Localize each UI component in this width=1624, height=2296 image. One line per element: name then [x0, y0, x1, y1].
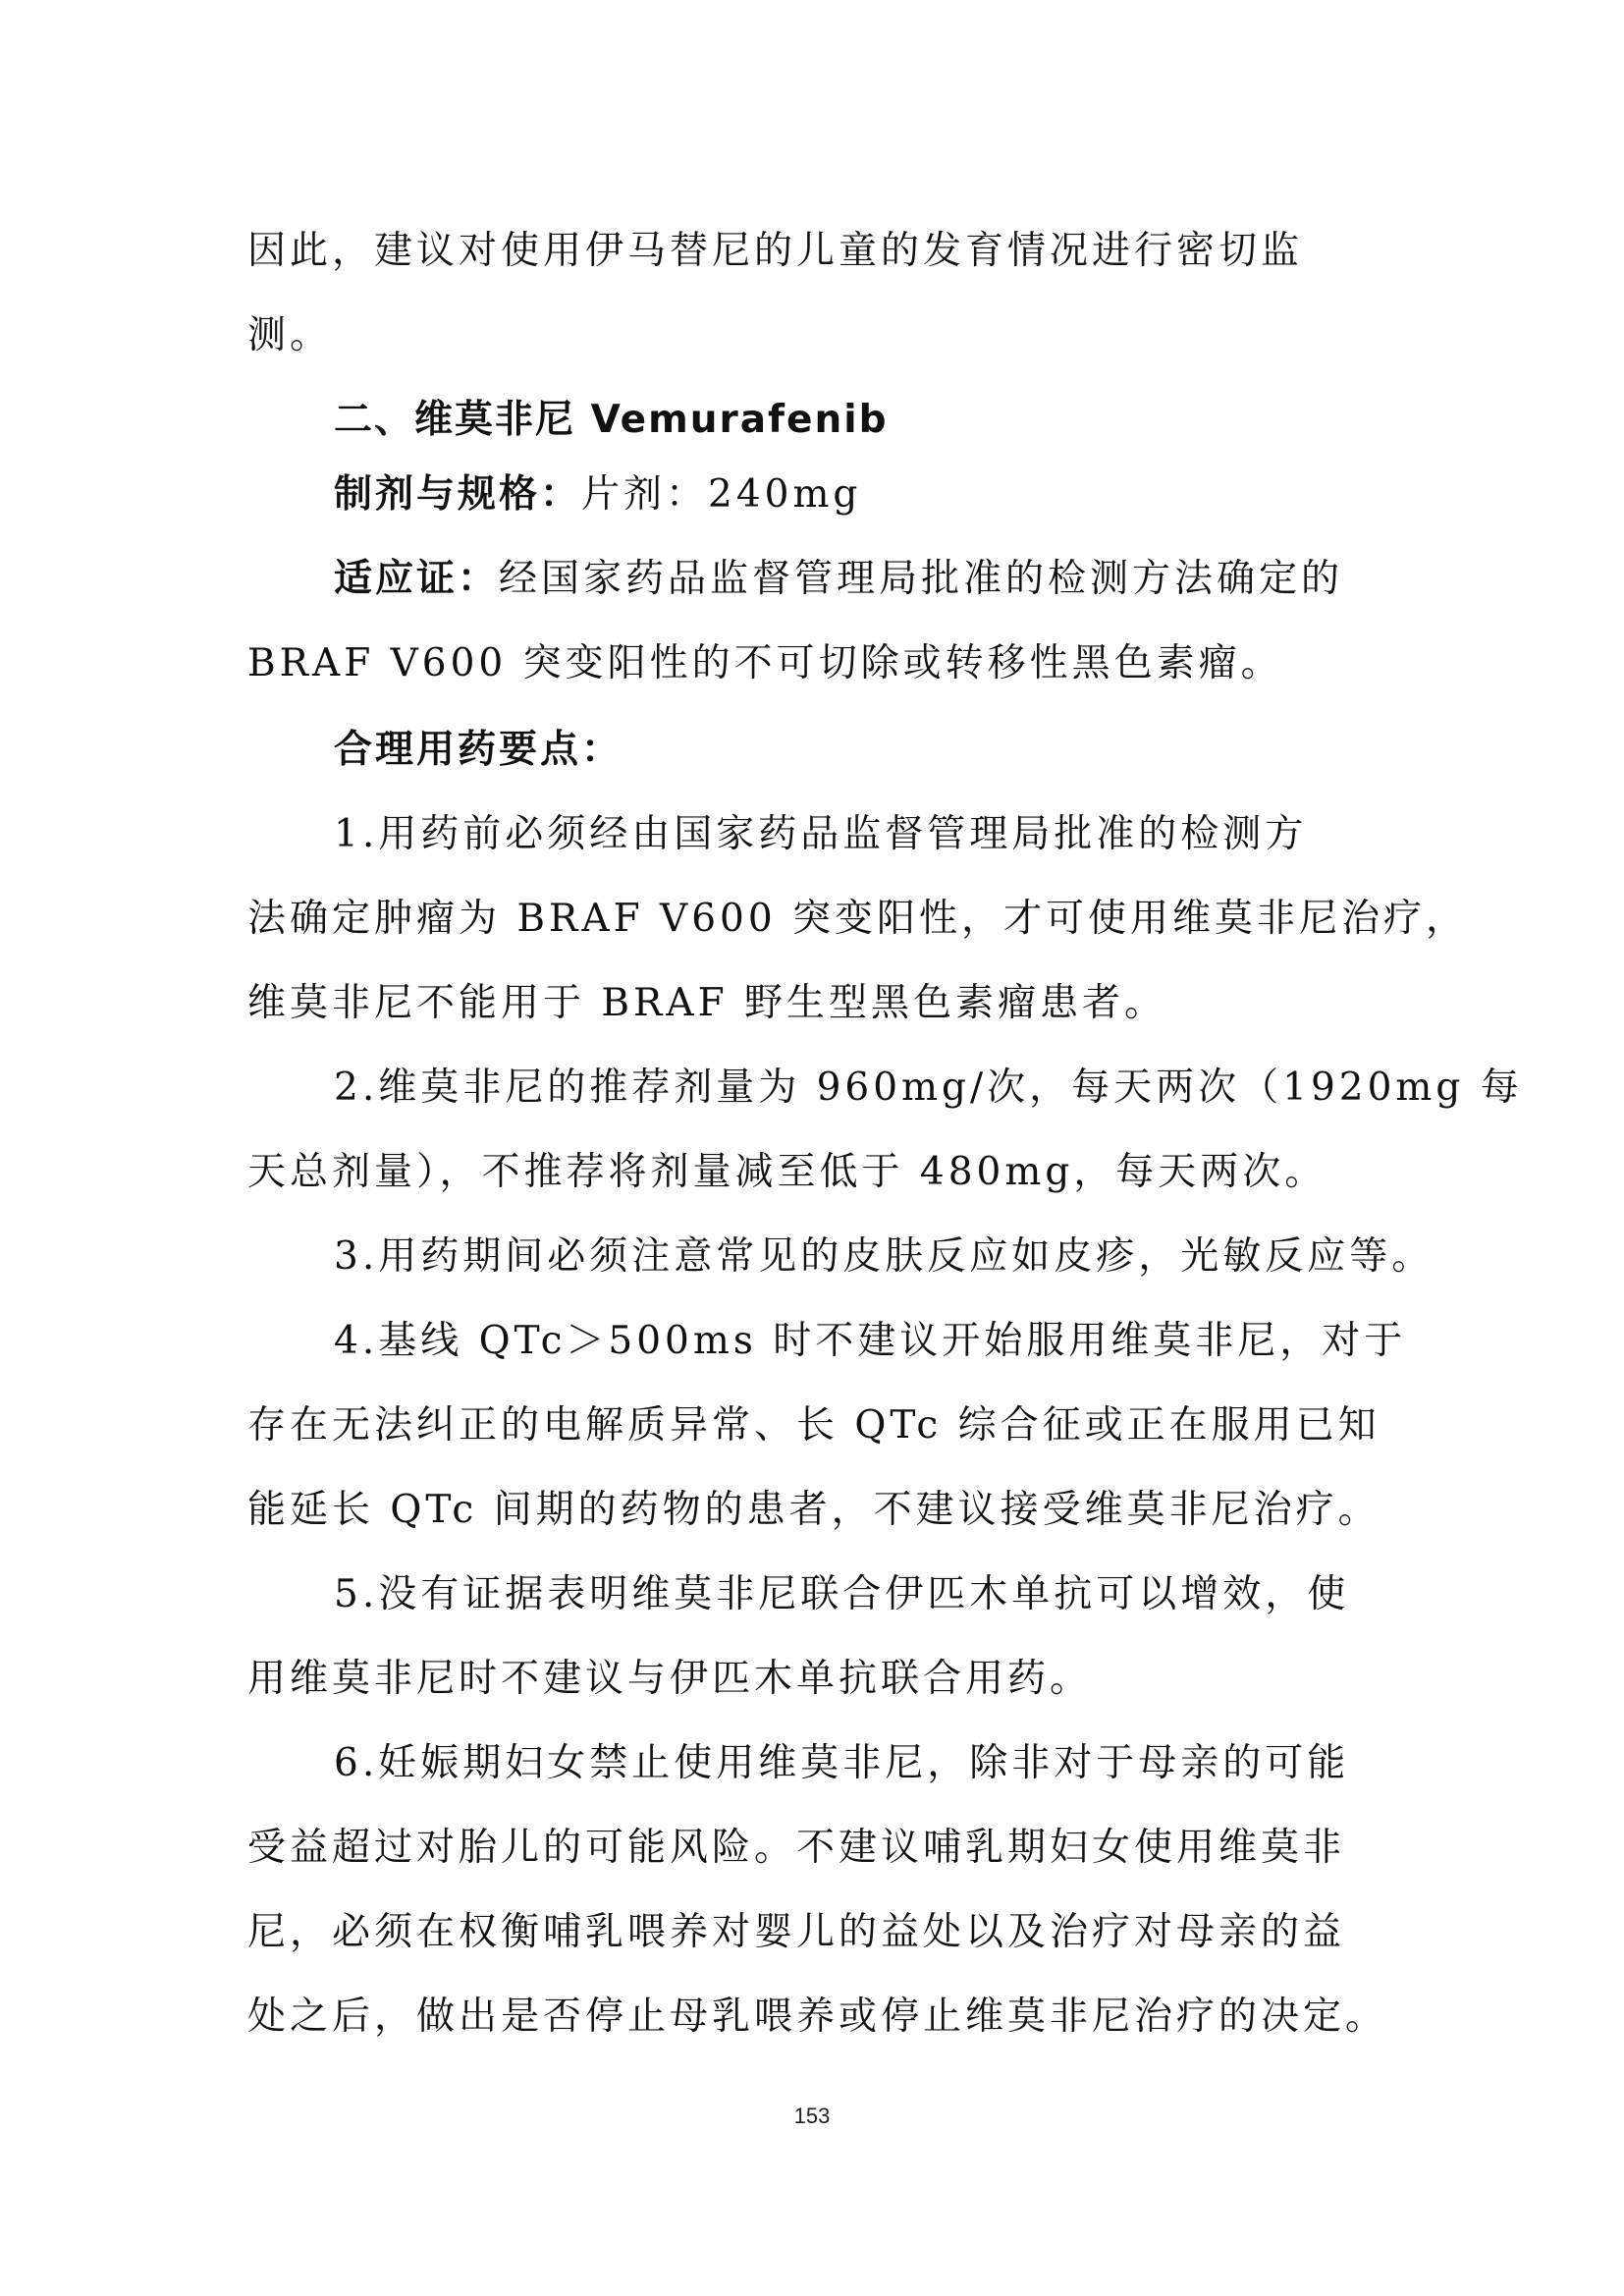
- list-item-line: 尼，必须在权衡哺乳喂养对婴儿的益处以及治疗对母亲的益: [247, 1910, 1346, 1954]
- list-item-line: 受益超过对胎儿的可能风险。不建议哺乳期妇女使用维莫非: [247, 1826, 1346, 1870]
- indication-label: 适应证：: [334, 557, 500, 601]
- list-item-line: 2.维莫非尼的推荐剂量为 960mg/次，每天两次（1920mg 每: [334, 1066, 1523, 1110]
- list-item-line: 处之后，做出是否停止母乳喂养或停止维莫非尼治疗的决定。: [247, 1995, 1388, 2039]
- list-item-line: 1.用药前必须经由国家药品监督管理局批准的检测方: [334, 812, 1308, 856]
- list-item-line: 6.妊娠期妇女禁止使用维莫非尼，除非对于母亲的可能: [334, 1741, 1350, 1785]
- spec-value: 片剂：240mg: [581, 472, 862, 517]
- list-item-line: 4.基线 QTc＞500ms 时不建议开始服用维莫非尼，对于: [334, 1319, 1407, 1363]
- section-heading: 二、维莫非尼 Vemurafenib: [334, 398, 889, 442]
- key-points-label: 合理用药要点：: [334, 728, 623, 772]
- list-item-line: 法确定肿瘤为 BRAF V600 突变阳性，才可使用维莫非尼治疗，: [247, 897, 1469, 941]
- list-item-line: 天总剂量），不推荐将剂量减至低于 480mg，每天两次。: [247, 1150, 1327, 1194]
- page-number: 153: [793, 2104, 831, 2128]
- indication-line: [334, 554, 1473, 605]
- list-item-line: 用维莫非尼时不建议与伊匹木单抗联合用药。: [247, 1657, 1093, 1701]
- list-item-line: 5.没有证据表明维莫非尼联合伊匹木单抗可以增效，使: [334, 1572, 1350, 1616]
- body-text-line: 因此，建议对使用伊马替尼的儿童的发育情况进行密切监: [247, 229, 1304, 273]
- spec-label: 制剂与规格：: [334, 472, 582, 517]
- body-text-line: BRAF V600 突变阳性的不可切除或转移性黑色素瘤。: [247, 641, 1283, 685]
- body-text-line: 测。: [247, 313, 333, 357]
- list-item-line: 存在无法纠正的电解质异常、长 QTc 综合征或正在服用已知: [247, 1403, 1380, 1448]
- list-item-line: 维莫非尼不能用于 BRAF 野生型黑色素瘤患者。: [247, 981, 1167, 1025]
- list-item-line: 能延长 QTc 间期的药物的患者，不建议接受维莫非尼治疗。: [247, 1488, 1380, 1532]
- spec-line: [334, 469, 1473, 520]
- list-item-line: 3.用药期间必须注意常见的皮肤反应如皮疹，光敏反应等。: [334, 1234, 1435, 1279]
- indication-text: 经国家药品监督管理局批准的检测方法确定的: [499, 557, 1344, 601]
